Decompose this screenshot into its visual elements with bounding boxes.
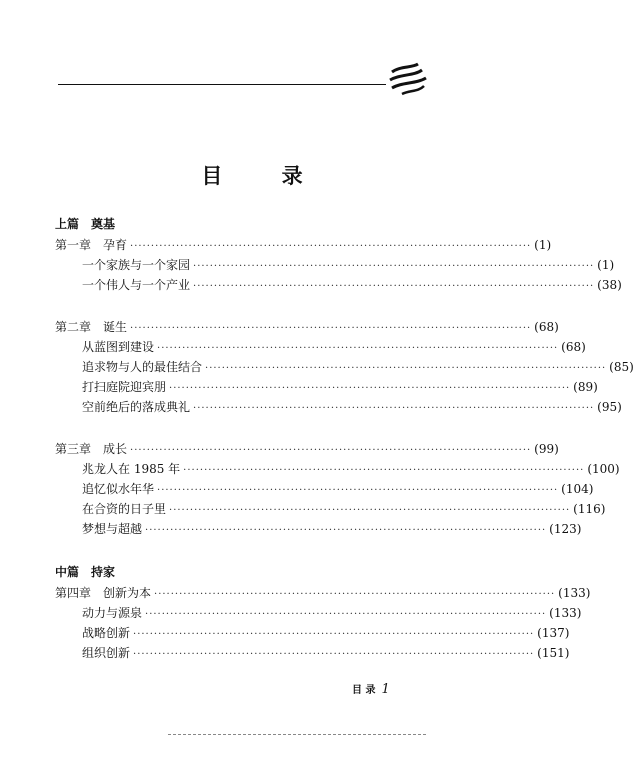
chapter-entry: 第三章 成长 ································································································ (99): [55, 442, 559, 456]
ornament-icon: [388, 62, 428, 98]
section-entry: 空前绝后的落成典礼 ································································································ (95): [82, 400, 622, 414]
section-entry: 打扫庭院迎宾朋 ································································································ (89): [82, 380, 598, 394]
table-of-contents: [55, 213, 634, 663]
section-entry: 兆龙人在 1985 年 ································································································ (100): [82, 462, 620, 476]
page-title: 目 录: [201, 163, 329, 188]
chapter-entry: 第四章 创新为本 ································································································ (133): [55, 586, 591, 600]
chapter-entry: 第二章 诞生 ································································································ (68): [55, 320, 559, 334]
section-entry: 从蓝图到建设 ································································································ (68): [82, 340, 586, 354]
page-footer: [352, 681, 390, 697]
section-entry: 梦想与超越 ································································································ (123): [82, 522, 582, 536]
section-entry: 组织创新 ································································································ (151): [82, 646, 570, 660]
page-number: 1: [381, 682, 390, 697]
section-entry: 追忆似水年华 ································································································ (104): [82, 482, 594, 496]
section-entry: 在合资的日子里 ································································································ (116): [82, 502, 606, 516]
section-entry: 一个家族与一个家园 ································································································ (1): [82, 258, 615, 272]
footer-label: 目 录: [352, 685, 376, 696]
section-entry: 追求物与人的最佳结合 ································································································ (85): [82, 360, 634, 374]
section-entry: 动力与源泉 ································································································ (133): [82, 606, 582, 620]
header-rule: [58, 84, 386, 85]
part-heading: 中篇 持家: [55, 565, 116, 579]
section-entry: 一个伟人与一个产业 ································································································ (38): [82, 278, 622, 292]
part-heading: 上篇 奠基: [55, 217, 116, 231]
section-entry: 战略创新 ································································································ (137): [82, 626, 570, 640]
scan-artifact: [168, 734, 426, 735]
chapter-entry: 第一章 孕育 ································································································ (1): [55, 238, 552, 252]
